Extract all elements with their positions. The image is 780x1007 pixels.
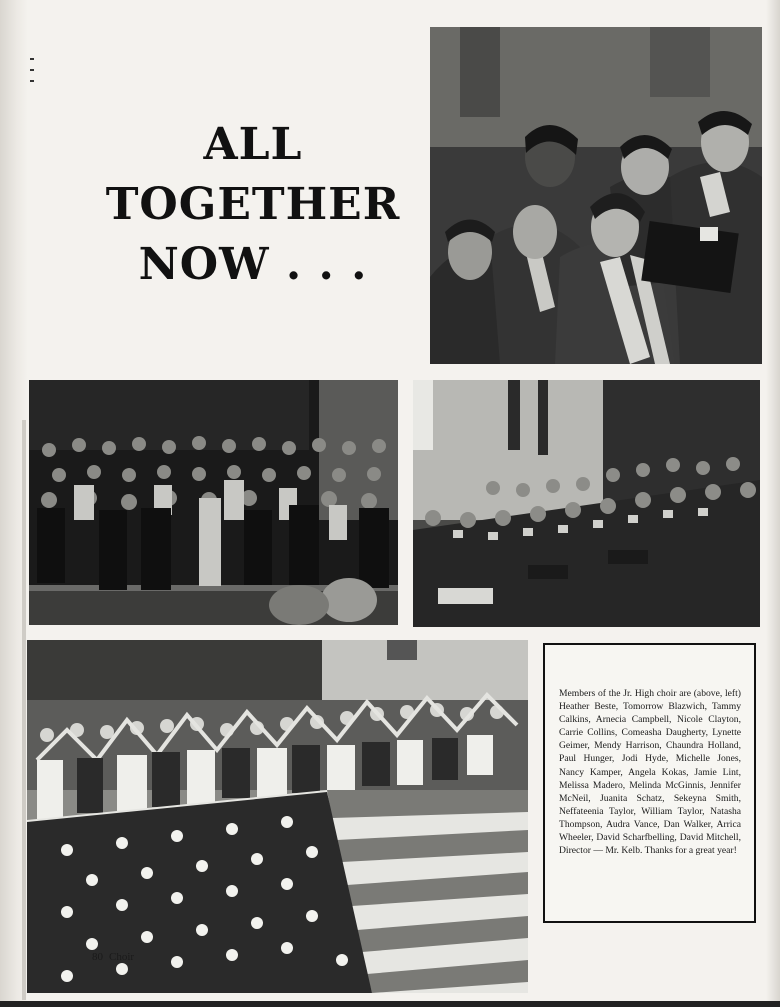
page-edge-right bbox=[766, 0, 780, 1007]
section-name: Choir bbox=[109, 951, 135, 963]
page-folio bbox=[92, 951, 134, 963]
photo-choir-closeup bbox=[430, 27, 762, 364]
headline-line-2: TOGETHER bbox=[105, 179, 401, 230]
caption-box bbox=[543, 643, 756, 923]
bottom-rule bbox=[0, 1001, 780, 1007]
photo-choir-risers bbox=[29, 380, 398, 625]
caption-text: Members of the Jr. High choir are (above, left) Heather Beste, Tomorrow Blazwich, Tammy Calkins, Arnecia Campbell, Nicole Clayton, Carrie Collins, Comeasha Daugherty, Lynette Geimer, Mendy Harrison, Chaundra Holland, Paul Hunger, Jodi Hyde, Michelle Jones, Nancy Kamper, Angela Kokas, Jamie Lint, Melissa Madero, Melinda McGinnis, Jennifer McNeil, Juanita Schatz, Sekeyna Smith, Neffateenia Taylor, William Taylor, Natasha Thompson, Audra Vance, Dan Walker, Arrica Wheeler, David Scharfbelling, David Mitchell, Director — Mr. Kelb. Thanks for a great year! bbox=[559, 688, 741, 857]
page-headline bbox=[88, 115, 418, 295]
photo-students-flag bbox=[27, 640, 528, 993]
page-number: 80 bbox=[92, 951, 103, 963]
photo-choir-singing bbox=[413, 380, 760, 627]
headline-line-1: ALL bbox=[203, 119, 303, 170]
binding-strip bbox=[22, 420, 26, 1000]
crop-marks bbox=[30, 58, 34, 88]
headline-line-3: NOW . . . bbox=[138, 239, 368, 290]
